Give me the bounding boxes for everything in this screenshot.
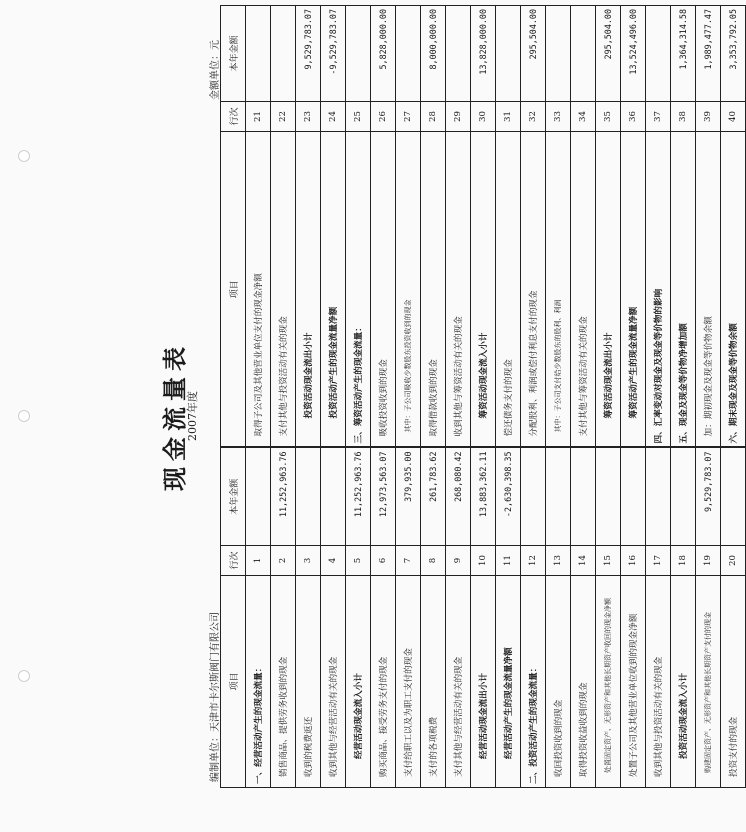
item-left: 购买商品、接受劳务支付的现金 [371,576,396,788]
item-left: 收到其他与投资活动有关的现金 [646,576,671,788]
amount-left [596,448,621,546]
item-left: 支付给职工以及为职工支付的现金 [396,576,421,788]
table-row [271,6,296,788]
line-no-right: 32 [521,102,546,132]
amount-left: 268,080.42 [446,448,471,546]
amount-right [446,6,471,102]
line-no-left: 17 [646,546,671,576]
amount-right [246,6,271,102]
table-row [346,6,371,788]
line-no-left: 1 [246,546,271,576]
item-right: 五、现金及现金等价物净增加额 [671,132,696,448]
line-no-right: 25 [346,102,371,132]
item-right: 加：期初现金及现金等价物余额 [696,132,721,448]
item-left: 收到其他与经营活动有关的现金 [321,576,346,788]
header-line-left: 行次 [221,546,246,576]
item-left: 支付其他与经营活动有关的现金 [446,576,471,788]
table-row [371,6,396,788]
item-right: 六、期末现金及现金等价物余额 [721,132,746,448]
item-left: 经营活动现金流入小计 [346,576,371,788]
line-no-left: 14 [571,546,596,576]
amount-right [396,6,421,102]
table-row [246,6,271,788]
item-right: 筹资活动产生的现金流量净额 [621,132,646,448]
item-right: 取得借款收到的现金 [421,132,446,448]
line-no-right: 36 [621,102,646,132]
line-no-right: 31 [496,102,521,132]
table-row [696,6,721,788]
amount-right [546,6,571,102]
amount-left [321,448,346,546]
item-right: 其中：子公司支付给少数股东的股利、利润 [546,132,571,448]
amount-left [571,448,596,546]
item-right: 支付其他与投资活动有关的现金 [271,132,296,448]
table-row [496,6,521,788]
amount-left: 13,883,362.11 [471,448,496,546]
amount-right [496,6,521,102]
table-row [721,6,746,788]
amount-left [546,448,571,546]
line-no-left: 10 [471,546,496,576]
line-no-right: 27 [396,102,421,132]
amount-right: 295,504.00 [521,6,546,102]
line-no-left: 2 [271,546,296,576]
item-left: 销售商品、提供劳务收到的现金 [271,576,296,788]
header-amount-right: 本年金额 [221,6,246,102]
line-no-right: 24 [321,102,346,132]
line-no-right: 30 [471,102,496,132]
line-no-right: 34 [571,102,596,132]
line-no-left: 9 [446,546,471,576]
line-no-left: 15 [596,546,621,576]
line-no-right: 23 [296,102,321,132]
item-left: 一、经营活动产生的现金流量： [246,576,271,788]
item-left: 处置子公司及其他营业单位收到的现金净额 [621,576,646,788]
line-no-left: 16 [621,546,646,576]
line-no-left: 18 [671,546,696,576]
amount-right: 1,364,314.58 [671,6,696,102]
item-right: 投资活动现金流出小计 [296,132,321,448]
table-row [521,6,546,788]
amount-right: 13,524,496.00 [621,6,646,102]
item-right: 投资活动产生的现金流量净额 [321,132,346,448]
amount-right: -9,529,783.07 [321,6,346,102]
item-left: 二、投资活动产生的现金流量： [521,576,546,788]
line-no-right: 35 [596,102,621,132]
table-row [646,6,671,788]
item-left: 经营活动现金流出小计 [471,576,496,788]
line-no-right: 26 [371,102,396,132]
amount-right: 5,828,000.00 [371,6,396,102]
item-right: 取得子公司及其他营业单位支付的现金净额 [246,132,271,448]
item-left: 经营活动产生的现金流量净额 [496,576,521,788]
line-no-left: 11 [496,546,521,576]
line-no-left: 7 [396,546,421,576]
table-row [321,6,346,788]
table-row [471,6,496,788]
item-right: 吸收投资收到的现金 [371,132,396,448]
line-no-right: 22 [271,102,296,132]
line-no-left: 6 [371,546,396,576]
line-no-left: 20 [721,546,746,576]
line-no-right: 29 [446,102,471,132]
item-left: 购建固定资产、无形资产和其他长期资产支付的现金 [696,576,721,788]
amount-left [646,448,671,546]
amount-right: 9,529,783.07 [296,6,321,102]
amount-left: 261,783.62 [421,448,446,546]
line-no-right: 28 [421,102,446,132]
amount-left: 9,529,783.07 [696,448,721,546]
line-no-right: 37 [646,102,671,132]
table-row [621,6,646,788]
table-row [421,6,446,788]
amount-right [271,6,296,102]
line-no-right: 38 [671,102,696,132]
amount-right: 1,989,477.47 [696,6,721,102]
amount-left: 379,935.00 [396,448,421,546]
line-no-left: 19 [696,546,721,576]
amount-right: 13,828,000.00 [471,6,496,102]
table-body [246,6,746,788]
table-row [446,6,471,788]
item-left: 取得投资收益收到的现金 [571,576,596,788]
line-no-left: 12 [521,546,546,576]
amount-left [671,448,696,546]
amount-left [621,448,646,546]
line-no-right: 33 [546,102,571,132]
header-item-right: 项目 [221,132,246,448]
amount-right [346,6,371,102]
table-row [546,6,571,788]
item-left: 投资支付的现金 [721,576,746,788]
amount-left: 12,973,563.07 [371,448,396,546]
item-right: 四、汇率变动对现金及现金等价物的影响 [646,132,671,448]
report-title: 现金流量表 [160,341,189,491]
amount-left: 11,252,963.76 [271,448,296,546]
header-line-right: 行次 [221,102,246,132]
amount-right: 295,504.00 [596,6,621,102]
item-right: 分配股利、利润或偿付利息支付的现金 [521,132,546,448]
line-no-right: 40 [721,102,746,132]
cash-flow-table [220,5,746,788]
item-right: 筹资活动现金流入小计 [471,132,496,448]
item-left: 收回投资收到的现金 [546,576,571,788]
line-no-left: 4 [321,546,346,576]
item-right: 筹资活动现金流出小计 [596,132,621,448]
item-right: 支付其他与筹资活动有关的现金 [571,132,596,448]
amount-left [521,448,546,546]
item-left: 投资活动现金流入小计 [671,576,696,788]
item-right: 三、筹资活动产生的现金流量： [346,132,371,448]
table-row [571,6,596,788]
amount-right [646,6,671,102]
amount-right: 8,000,000.00 [421,6,446,102]
amount-left [721,448,746,546]
table-row [671,6,696,788]
item-right: 偿还债务支付的现金 [496,132,521,448]
company-name: 编制单位：天津市卡尔斯阀门有限公司 [210,612,221,782]
table-header-row [221,6,246,788]
amount-left [246,448,271,546]
header-item-left: 项目 [221,576,246,788]
line-no-right: 21 [246,102,271,132]
item-left: 收到的税费返还 [296,576,321,788]
amount-left: 11,252,963.76 [346,448,371,546]
line-no-left: 8 [421,546,446,576]
line-no-left: 13 [546,546,571,576]
item-right: 其中：子公司吸收少数股东投资收到的现金 [396,132,421,448]
item-left: 处置固定资产、无形资产和其他长期资产收回的现金净额 [596,576,621,788]
amount-right [571,6,596,102]
item-left: 支付的各项税费 [421,576,446,788]
table-row [596,6,621,788]
line-no-left: 3 [296,546,321,576]
table-row [396,6,421,788]
header-amount-left: 本年金额 [221,448,246,546]
line-no-left: 5 [346,546,371,576]
amount-left: -2,630,398.35 [496,448,521,546]
report-date: 2007年度 [186,391,199,441]
amount-right: 3,353,792.05 [721,6,746,102]
currency-unit: 金额单位：元 [210,40,221,100]
line-no-right: 39 [696,102,721,132]
table-row [296,6,321,788]
amount-left [296,448,321,546]
item-right: 收到其他与筹资活动有关的现金 [446,132,471,448]
